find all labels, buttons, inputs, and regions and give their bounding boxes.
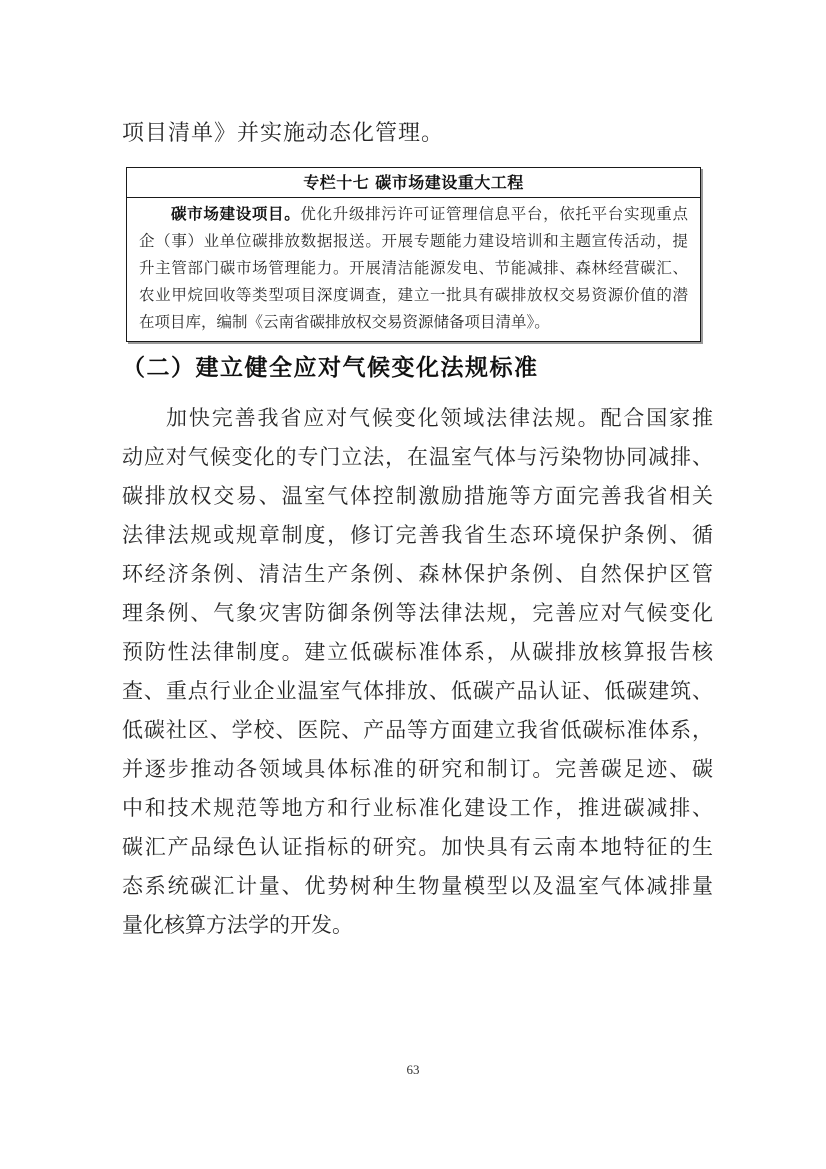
body-paragraph (122, 399, 713, 945)
paragraph-line: 碳排放权交易、温室气体控制激励措施等方面完善我省相关 (122, 484, 713, 508)
project-box (126, 167, 701, 342)
box-line: 企（事）业单位碳排放数据报送。开展专题能力建设培训和主题宣传活动，提 (139, 232, 688, 250)
box-body (127, 198, 700, 341)
paragraph-line: 理条例、气象灾害防御条例等法律法规，完善应对气候变化 (122, 601, 713, 625)
paragraph-line: 态系统碳汇计量、优势树种生物量模型以及温室气体减排量 (122, 874, 713, 898)
paragraph-line: 量化核算方法学的开发。 (122, 913, 353, 937)
paragraph-line: 动应对气候变化的专门立法，在温室气体与污染物协同减排、 (122, 445, 713, 469)
paragraph-line: 并逐步推动各领域具体标准的研究和制订。完善碳足迹、碳 (122, 757, 713, 781)
box-title: 专栏十七 碳市场建设重大工程 (127, 168, 700, 198)
paragraph-line: 法律法规或规章制度，修订完善我省生态环境保护条例、循 (122, 523, 713, 547)
paragraph-line: 查、重点行业企业温室气体排放、低碳产品认证、低碳建筑、 (122, 679, 713, 703)
paragraph-line: 预防性法律制度。建立低碳标准体系，从碳排放核算报告核 (122, 640, 713, 664)
paragraph-line: 低碳社区、学校、医院、产品等方面建立我省低碳标准体系， (122, 718, 713, 742)
box-line: 在项目库，编制《云南省碳排放权交易资源储备项目清单》。 (139, 313, 550, 331)
box-line: 升主管部门碳市场管理能力。开展清洁能源发电、节能减排、森林经营碳汇、 (139, 259, 688, 277)
box-line: 农业甲烷回收等类型项目深度调查，建立一批具有碳排放权交易资源价值的潜 (139, 286, 688, 304)
box-line (139, 201, 688, 228)
paragraph-line: 碳汇产品绿色认证指标的研究。加快具有云南本地特征的生 (122, 835, 713, 859)
paragraph-line: 中和技术规范等地方和行业标准化建设工作，推进碳减排、 (122, 796, 713, 820)
box-line-bold-lead: 碳市场建设项目。 (171, 205, 301, 223)
page-number: 63 (406, 1062, 420, 1077)
paragraph-line: 加快完善我省应对气候变化领域法律法规。配合国家推 (166, 406, 713, 430)
intro-text: 项目清单》并实施动态化管理。 (122, 121, 445, 146)
box-line-text: 优化升级排污许可证管理信息平台，依托平台实现重点 (300, 205, 688, 223)
section-heading: （二）建立健全应对气候变化法规标准 (122, 355, 539, 381)
paragraph-line: 环经济条例、清洁生产条例、森林保护条例、自然保护区管 (122, 562, 713, 586)
